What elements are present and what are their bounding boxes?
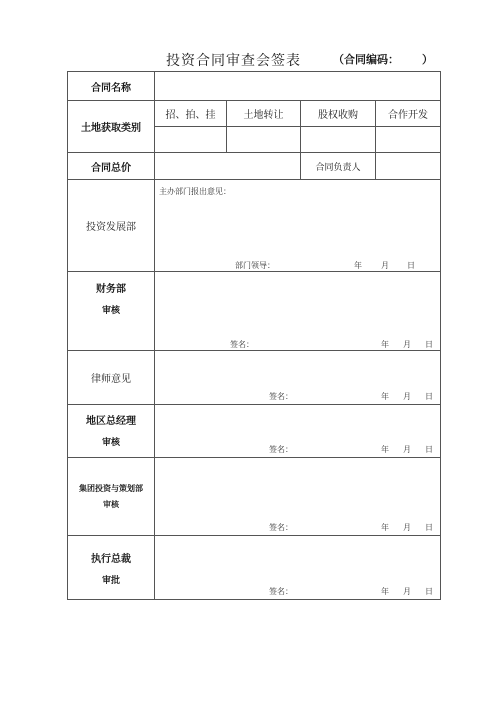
signature-label: 签名： xyxy=(269,392,293,401)
signature-label: 签名： xyxy=(269,587,293,596)
regional-gm-opinion-area[interactable] xyxy=(155,405,440,457)
group-planning-opinion-area[interactable] xyxy=(155,458,440,535)
day-label: 日 xyxy=(425,392,433,401)
group-planning-review-label: 审核 xyxy=(103,500,119,509)
finance-opinion-area[interactable] xyxy=(155,272,440,350)
day-label: 日 xyxy=(407,261,415,270)
regional-gm-cell xyxy=(68,405,154,457)
day-label: 日 xyxy=(425,523,433,532)
land-check-transfer[interactable] xyxy=(227,127,300,152)
land-check-cooperation[interactable] xyxy=(376,127,440,152)
finance-dept-label: 财务部 xyxy=(96,284,126,295)
land-check-equity[interactable] xyxy=(301,127,375,152)
day-label: 日 xyxy=(425,587,433,596)
year-label: 年 xyxy=(381,523,389,532)
year-label: 年 xyxy=(381,340,389,349)
signature-label: 签名： xyxy=(269,445,293,454)
year-label: 年 xyxy=(381,392,389,401)
land-option-auction: 招、拍、挂 xyxy=(165,110,216,121)
dept-leader-label: 部门领导： xyxy=(235,261,275,270)
total-price-label: 合同总价 xyxy=(91,162,131,174)
regional-gm-label: 地区总经理 xyxy=(86,416,136,427)
day-label: 日 xyxy=(425,445,433,454)
year-label: 年 xyxy=(354,261,362,270)
month-label: 月 xyxy=(403,392,411,401)
signature-label: 签名： xyxy=(230,340,254,349)
land-check-auction[interactable] xyxy=(155,127,226,152)
approval-form-table xyxy=(67,71,441,600)
executive-opinion-area[interactable] xyxy=(155,536,440,599)
contract-name-field[interactable] xyxy=(155,72,440,100)
group-planning-label: 集团投资与策划部 xyxy=(79,484,143,493)
signature-label: 签名： xyxy=(269,523,293,532)
month-label: 月 xyxy=(403,523,411,532)
executive-president-cell xyxy=(68,536,154,599)
form-header xyxy=(0,50,500,70)
land-option-transfer: 土地转让 xyxy=(243,110,284,121)
opinion-prompt: 主办部门报出意见： xyxy=(159,187,231,196)
total-price-field[interactable] xyxy=(155,153,300,179)
executive-approval-label: 审批 xyxy=(101,575,120,586)
group-planning-cell xyxy=(68,458,154,535)
day-label: 日 xyxy=(425,340,433,349)
investment-dept-label: 投资发展部 xyxy=(86,222,136,233)
regional-gm-review-label: 审核 xyxy=(101,438,120,448)
month-label: 月 xyxy=(381,261,389,270)
month-label: 月 xyxy=(403,340,411,349)
month-label: 月 xyxy=(403,587,411,596)
month-label: 月 xyxy=(403,445,411,454)
year-label: 年 xyxy=(381,587,389,596)
year-label: 年 xyxy=(381,445,389,454)
executive-president-label: 执行总裁 xyxy=(91,553,131,565)
land-option-equity: 股权收购 xyxy=(318,110,358,121)
lawyer-opinion-label: 律师意见 xyxy=(91,374,131,385)
contract-owner-field[interactable] xyxy=(376,153,440,179)
lawyer-opinion-area[interactable] xyxy=(155,351,440,404)
finance-review-label: 审核 xyxy=(101,306,120,316)
land-option-cooperation: 合作开发 xyxy=(388,110,428,121)
land-category-label: 土地获取类别 xyxy=(81,123,141,134)
contract-owner-label: 合同负责人 xyxy=(315,162,361,173)
contract-name-label: 合同名称 xyxy=(91,82,131,94)
investment-opinion-area[interactable] xyxy=(155,180,440,271)
finance-dept-cell xyxy=(68,272,154,350)
form-title: 投资合同审查会签表 xyxy=(166,53,301,69)
contract-code-label: （合同编码： ） xyxy=(333,53,433,66)
